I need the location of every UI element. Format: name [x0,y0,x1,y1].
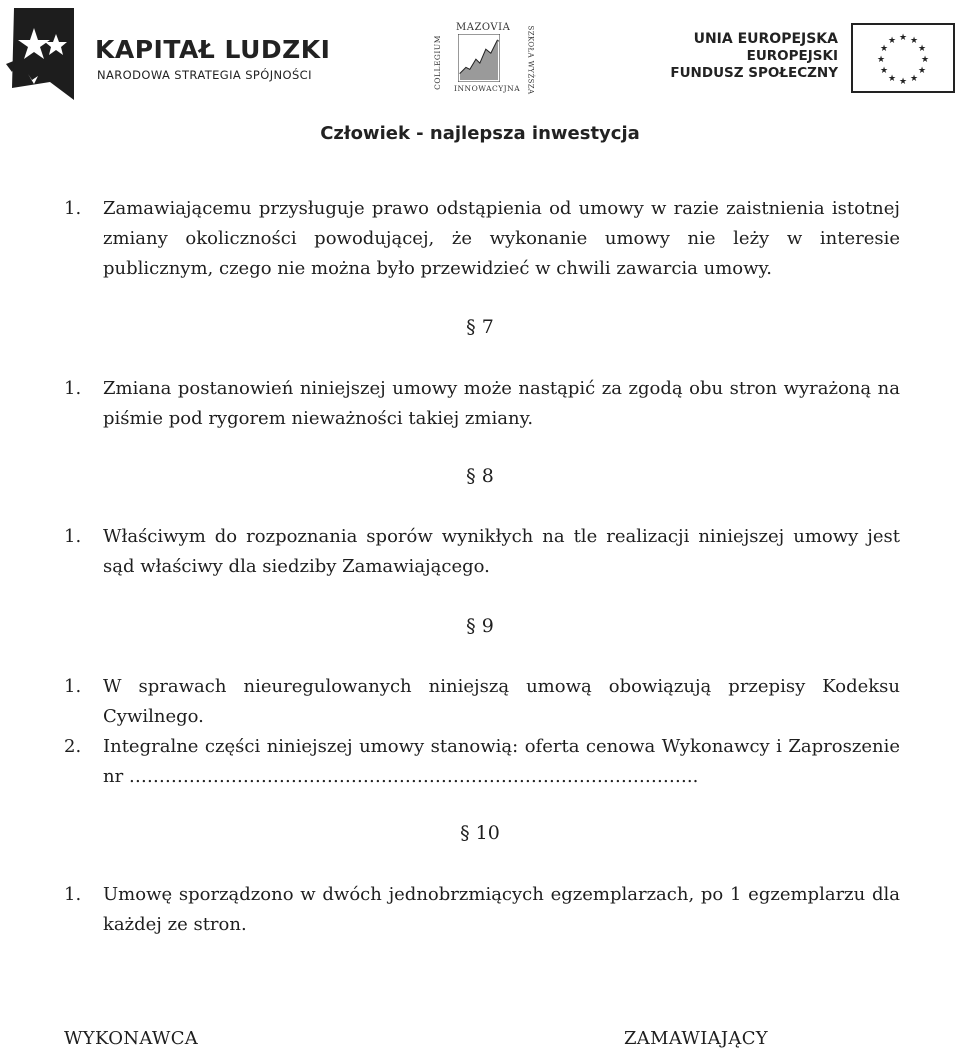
item-number: 1. [64,198,82,219]
paragraph-amendment [64,374,900,434]
svg-text:★: ★ [898,33,908,43]
kapital-ludzki-logo [4,4,331,104]
item-number: 1. [64,676,82,697]
section-heading-10: § 10 [460,822,500,844]
item-text: Właściwym do rozpoznania sporów wynikłych na tle realizacji niniejszej umowy jest sąd właściwy dla siedziby Zamawiającego. [103,526,900,577]
collegium-label: COLLEGIUM [432,35,442,90]
szkola-label: SZKOŁA WYŻSZA [526,25,535,95]
ue-logo-text [670,31,838,82]
kapital-ludzki-emblem-icon [4,4,82,104]
paragraph-integral-parts [64,732,900,792]
svg-text:★: ★ [876,55,886,65]
svg-text:★: ★ [887,74,897,84]
svg-text:★: ★ [909,36,919,46]
svg-text:★: ★ [879,44,889,54]
signature-client: ZAMAWIAJĄCY [624,1028,768,1049]
svg-text:★: ★ [909,74,919,84]
innowacyjna-label: INNOWACYJNA [454,84,521,93]
paragraph-copies [64,880,900,940]
svg-text:★: ★ [917,44,927,54]
growth-chart-icon [458,34,500,82]
kapital-ludzki-subtitle: NARODOWA STRATEGIA SPÓJNOŚCI [97,68,312,82]
item-text: Integralne części niniejszej umowy stanowią: oferta cenowa Wykonawcy i Zaproszenie nr ………………………………………………………………………………….. [103,736,900,787]
ue-line-3: FUNDUSZ SPOŁECZNY [670,65,838,81]
paragraph-withdrawal [64,194,900,284]
signature-contractor: WYKONAWCA [64,1028,199,1049]
section-heading-9: § 9 [466,615,494,637]
svg-text:★: ★ [879,66,889,76]
section-heading-7: § 7 [466,316,494,338]
item-number: 1. [64,884,82,905]
eu-flag-icon [851,23,955,93]
item-number: 1. [64,378,82,399]
item-text: Zamawiającemu przysługuje prawo odstąpienia od umowy w razie zaistnienia istotnej zmiany okoliczności powodującej, że wykonanie umowy nie leży w interesie publicznym, czego nie można było przewidzieć w chwili zawarcia umowy. [103,198,900,279]
ue-line-2: EUROPEJSKI [746,48,838,64]
section-heading-8: § 8 [466,465,494,487]
paragraph-civil-code [64,672,900,732]
paragraph-jurisdiction [64,522,900,582]
item-text: Zmiana postanowień niniejszej umowy może nastąpić za zgodą obu stron wyrażoną na piśmie pod rygorem nieważności takiej zmiany. [103,378,900,429]
mazovia-label: MAZOVIA [456,22,511,33]
ue-line-1: UNIA EUROPEJSKA [693,31,838,47]
svg-text:★: ★ [887,36,897,46]
item-number: 2. [64,736,82,757]
collegium-mazovia-logo [432,22,535,95]
kapital-ludzki-title: KAPITAŁ LUDZKI [95,35,331,64]
svg-text:★: ★ [920,55,930,65]
item-text: W sprawach nieuregulowanych niniejszą umową obowiązują przepisy Kodeksu Cywilnego. [103,676,900,727]
tagline: Człowiek - najlepsza inwestycja [320,123,640,144]
eu-stars-icon [853,25,953,91]
svg-text:★: ★ [917,66,927,76]
svg-text:★: ★ [898,77,908,87]
page-header [0,0,960,144]
item-text: Umowę sporządzono w dwóch jednobrzmiących egzemplarzach, po 1 egzemplarzu dla każdej ze stron. [103,884,900,935]
item-number: 1. [64,526,82,547]
